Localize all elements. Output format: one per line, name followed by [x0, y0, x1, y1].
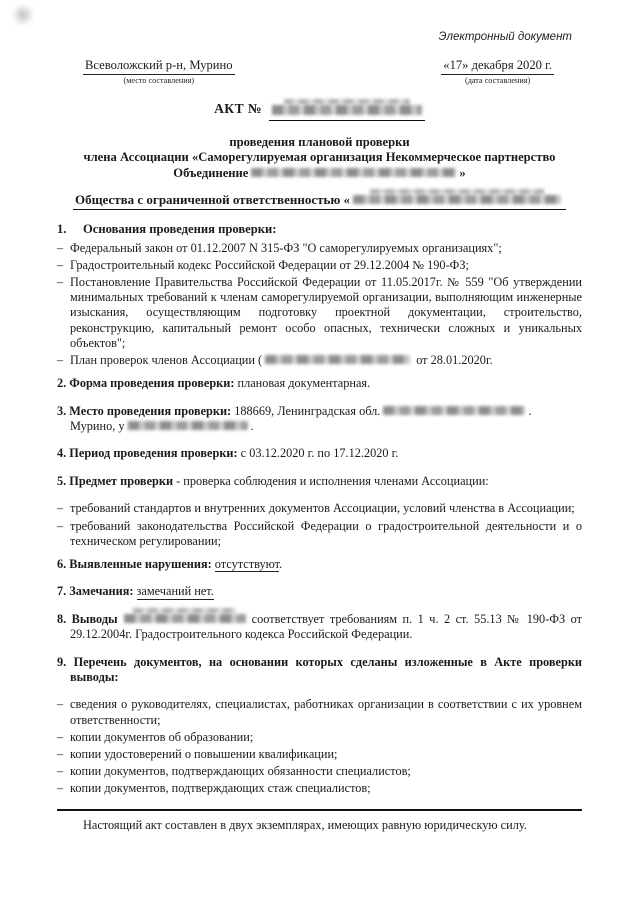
- list-item-text: Градостроительный кодекс Российской Федерации от 29.12.2004 № 190-ФЗ;: [70, 257, 469, 272]
- header-row: [57, 58, 582, 86]
- redacted-street: [128, 421, 248, 430]
- section-7-label: 7. Замечания:: [57, 584, 134, 599]
- list-item: [57, 241, 582, 256]
- section-8: [57, 612, 582, 642]
- list-item: [57, 275, 582, 351]
- section-5-text: - проверка соблюдения и исполнения членами Ассоциации:: [176, 473, 489, 488]
- scan-artifact: [16, 8, 32, 24]
- date-caption: (дата составления): [464, 76, 531, 86]
- section-4-label: 4. Период проведения проверки:: [57, 446, 238, 461]
- title-block: [57, 135, 582, 182]
- list-item-text: Постановление Правительства Российской Федерации от 11.05.2017г. № 559 "Об утверждении минимальных требований к членам саморегулируемой организации, выполняющим инженерные изыскания, осуществляющим подготовку проектной документации, строительство, реконструкцию, капитальный ремонт особо опасных, технически сложных и уникальных объектов";: [70, 274, 582, 350]
- section-6: 6. Выявленные нарушения: отсутствуют.: [57, 556, 283, 571]
- section-5: [57, 474, 582, 489]
- dash-marker: –: [57, 764, 64, 779]
- subject-list: [57, 501, 582, 549]
- list-item: [57, 697, 582, 727]
- section-5-label: 5. Предмет проверки: [57, 473, 174, 488]
- list-item-text: требований стандартов и внутренних документов Ассоциации, условий членства в Ассоциации;: [70, 501, 575, 516]
- place-caption: (место составления): [123, 76, 195, 86]
- redacted-association-name: [251, 168, 456, 177]
- section-9-heading: 9. Перечень документов, на основании которых сделаны изложенные в Акте проверки выводы:: [57, 654, 582, 684]
- section-1-heading: 1. Основания проведения проверки:: [57, 222, 277, 237]
- list-item: [57, 730, 582, 745]
- dash-marker: –: [57, 518, 64, 533]
- dash-marker: –: [57, 257, 64, 272]
- act-number-label: АКТ №: [214, 101, 262, 117]
- date-block: [441, 58, 554, 86]
- dash-marker: –: [57, 501, 64, 516]
- act-number-line: [57, 101, 582, 120]
- documents-list: [57, 697, 582, 796]
- section-7: [57, 584, 582, 599]
- section-2: [57, 376, 582, 391]
- list-item: [57, 764, 582, 779]
- list-item: [57, 747, 582, 762]
- redacted-text: [265, 355, 410, 364]
- list-item-text: Федеральный закон от 01.12.2007 N 315-ФЗ "О саморегулируемых организациях";: [70, 240, 502, 255]
- footer-note: Настоящий акт составлен в двух экземплярах, имеющих равную юридическую силу.: [83, 817, 527, 832]
- dash-marker: –: [57, 352, 64, 367]
- section-6-label: 6. Выявленные нарушения:: [57, 556, 212, 571]
- section-2-text: плановая документарная.: [237, 376, 371, 391]
- section-2-label: 2. Форма проведения проверки:: [57, 376, 235, 391]
- edoc-note: Электронный документ: [438, 31, 572, 43]
- list-item: [57, 353, 582, 368]
- dash-marker: –: [57, 240, 64, 255]
- act-number-underline: [269, 103, 425, 120]
- list-item-text: копии документов, подтверждающих стаж специалистов;: [70, 781, 371, 796]
- section-8-label: 8. Выводы: [57, 611, 118, 626]
- list-item-text: требований законодательства Российской Федерации о градостроительной деятельности и о техническом регулировании;: [70, 518, 582, 548]
- date-value: «17» декабря 2020 г.: [441, 58, 554, 75]
- title-line-2: члена Ассоциации «Саморегулируемая организация Некоммерческое партнерство: [83, 150, 556, 165]
- redacted-act-number: [272, 105, 422, 115]
- redacted-org-ref: [124, 614, 246, 623]
- title-line-3: Объединение »: [173, 165, 466, 180]
- list-item-text: сведения о руководителях, специалистах, работниках организации в соответствии с их уровнем ответственности;: [70, 697, 582, 727]
- list-item: [57, 258, 582, 273]
- org-name-line: Общества с ограниченной ответственностью «: [57, 192, 582, 210]
- section-4-text: с 03.12.2020 г. по 17.12.2020 г.: [240, 446, 399, 461]
- dash-marker: –: [57, 781, 64, 796]
- section-4: [57, 446, 582, 461]
- dash-marker: –: [57, 697, 64, 712]
- dash-marker: –: [57, 746, 64, 761]
- dash-marker: –: [57, 729, 64, 744]
- basis-list: [57, 241, 582, 369]
- redacted-org-name: [353, 195, 561, 204]
- section-8-text: соответствует требованиям п. 1 ч. 2 ст. 55.13 № 190-ФЗ от 29.12.2004г. Градостроительного кодекса Российской Федерации.: [70, 611, 582, 642]
- list-item-text: копии удостоверений о повышении квалификации;: [70, 746, 338, 761]
- list-item-text: копии документов об образовании;: [70, 729, 254, 744]
- list-item-text: План проверок членов Ассоциации ( от 28.01.2020г.: [70, 352, 493, 367]
- place-block: [83, 58, 235, 86]
- section-7-value: замечаний нет.: [136, 584, 214, 599]
- section-6-value: отсутствуют: [214, 556, 280, 571]
- dash-marker: –: [57, 274, 64, 289]
- section-3-label: 3. Место проведения проверки:: [57, 403, 232, 418]
- list-item-text: копии документов, подтверждающих обязанности специалистов;: [70, 764, 411, 779]
- section-3: 3. Место проведения проверки: 188669, Ленинградская обл. . Мурино, у .: [57, 403, 532, 433]
- redacted-address: [383, 406, 525, 415]
- title-line-1: проведения плановой проверки: [229, 134, 410, 149]
- list-item: [57, 501, 582, 516]
- list-item: [57, 519, 582, 549]
- place-value: Всеволожский р-н, Мурино: [83, 58, 235, 75]
- separator-rule: [57, 809, 582, 811]
- list-item: [57, 781, 582, 796]
